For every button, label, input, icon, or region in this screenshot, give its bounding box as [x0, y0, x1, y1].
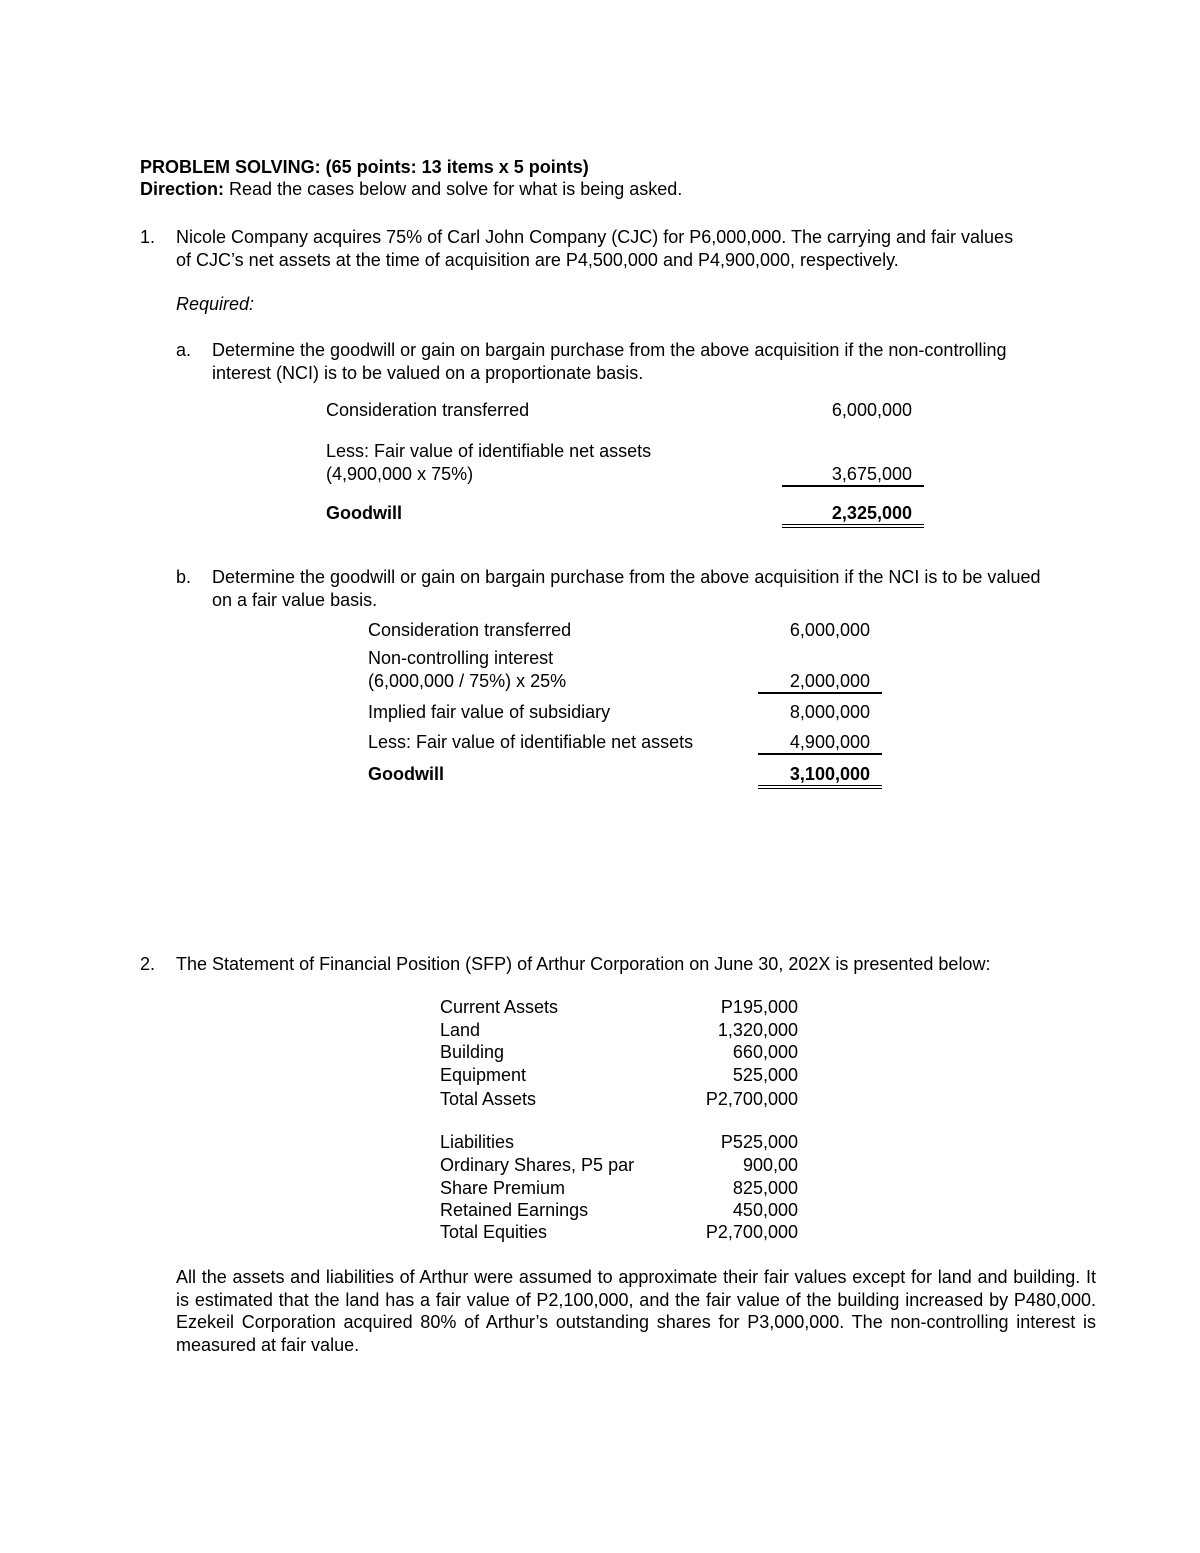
page-title: PROBLEM SOLVING: (65 points: 13 items x 5 points): [140, 157, 589, 177]
part-b-row-value-text: 4,900,000: [789, 732, 870, 752]
sfp-label: Share Premium: [440, 1178, 566, 1198]
part-b-row-value: 8,000,000: [789, 702, 870, 722]
part-b-row-label: Less: Fair value of identifiable net assets: [368, 732, 694, 752]
sfp-value: P525,000: [720, 1132, 798, 1152]
part-b-row-label: Consideration transferred: [368, 620, 572, 640]
part-a-row-value: 6,000,000: [831, 400, 912, 420]
sfp-label: Current Assets: [440, 997, 559, 1017]
part-b-row-label: Implied fair value of subsidiary: [368, 702, 611, 722]
problem-1-line-1: Nicole Company acquires 75% of Carl John Company (CJC) for P6,000,000. The carrying and fair values: [176, 227, 1014, 247]
sfp-label: Retained Earnings: [440, 1200, 589, 1220]
part-b-row-value: [758, 670, 882, 694]
sfp-label: Equipment: [440, 1065, 527, 1085]
part-b-goodwill-value: [758, 763, 882, 789]
part-b-row-value: [758, 731, 882, 755]
sfp-value: 1,320,000: [717, 1020, 798, 1040]
part-b-line-1: Determine the goodwill or gain on bargain purchase from the above acquisition if the NCI is to be valued: [212, 567, 1041, 587]
sfp-total-value: P2,700,000: [705, 1222, 798, 1242]
part-b-row-value-text: 2,000,000: [789, 671, 870, 691]
sfp-total-value: P2,700,000: [705, 1089, 798, 1109]
sfp-value: 450,000: [732, 1200, 798, 1220]
sfp-value: 525,000: [732, 1065, 798, 1085]
part-b-letter: b.: [176, 567, 192, 587]
sfp-value: 825,000: [732, 1178, 798, 1198]
problem-1-number: 1.: [140, 227, 156, 247]
part-a-row-value: [782, 463, 924, 487]
direction-text: Read the cases below and solve for what is being asked.: [229, 179, 683, 199]
part-a-line-2: interest (NCI) is to be valued on a proportionate basis.: [212, 363, 644, 383]
sfp-label: Building: [440, 1042, 505, 1062]
part-a-goodwill-value-text: 2,325,000: [831, 503, 912, 523]
problem-1-line-2: of CJC’s net assets at the time of acquisition are P4,500,000 and P4,900,000, respectively.: [176, 250, 899, 270]
part-b-line-2: on a fair value basis.: [212, 590, 378, 610]
direction-line: [140, 178, 682, 200]
part-b-row-label-2: (6,000,000 / 75%) x 25%: [368, 671, 567, 691]
part-a-row-label: Consideration transferred: [326, 400, 530, 420]
part-a-row-label-2: (4,900,000 x 75%): [326, 464, 474, 484]
sfp-label: Land: [440, 1020, 481, 1040]
sfp-value: P195,000: [720, 997, 798, 1017]
part-a-goodwill-value: [782, 502, 924, 528]
direction-label: Direction:: [140, 179, 225, 199]
sfp-value: 900,00: [742, 1155, 798, 1175]
part-b-row-label: Non-controlling interest: [368, 648, 554, 668]
sfp-total-label: Total Assets: [440, 1089, 537, 1109]
part-b-goodwill-value-text: 3,100,000: [789, 764, 870, 784]
problem-2-paragraph: All the assets and liabilities of Arthur were assumed to approximate their fair values except for land and building. It is estimated that the land has a fair value of P2,100,000, and the fair value of the building increased by P480,000. Ezekeil Corporation acquired 80% of Arthur’s outstanding shares for P3,000,000. The non-controlling interest is measured at fair value.: [176, 1267, 1096, 1355]
part-a-letter: a.: [176, 340, 192, 360]
problem-2-number: 2.: [140, 954, 156, 974]
required-label: Required:: [176, 294, 255, 314]
part-a-line-1: Determine the goodwill or gain on bargain purchase from the above acquisition if the non-controlling: [212, 340, 1007, 360]
part-a-row-label: Less: Fair value of identifiable net assets: [326, 441, 652, 461]
sfp-label: Ordinary Shares, P5 par: [440, 1155, 635, 1175]
problem-2-intro: The Statement of Financial Position (SFP) of Arthur Corporation on June 30, 202X is presented below:: [176, 954, 991, 974]
part-a-goodwill-label: Goodwill: [326, 503, 402, 523]
part-a-row-value-text: 3,675,000: [831, 464, 912, 484]
part-b-goodwill-label: Goodwill: [368, 764, 444, 784]
sfp-total-label: Total Equities: [440, 1222, 548, 1242]
part-b-row-value: 6,000,000: [789, 620, 870, 640]
sfp-value: 660,000: [732, 1042, 798, 1062]
sfp-label: Liabilities: [440, 1132, 515, 1152]
